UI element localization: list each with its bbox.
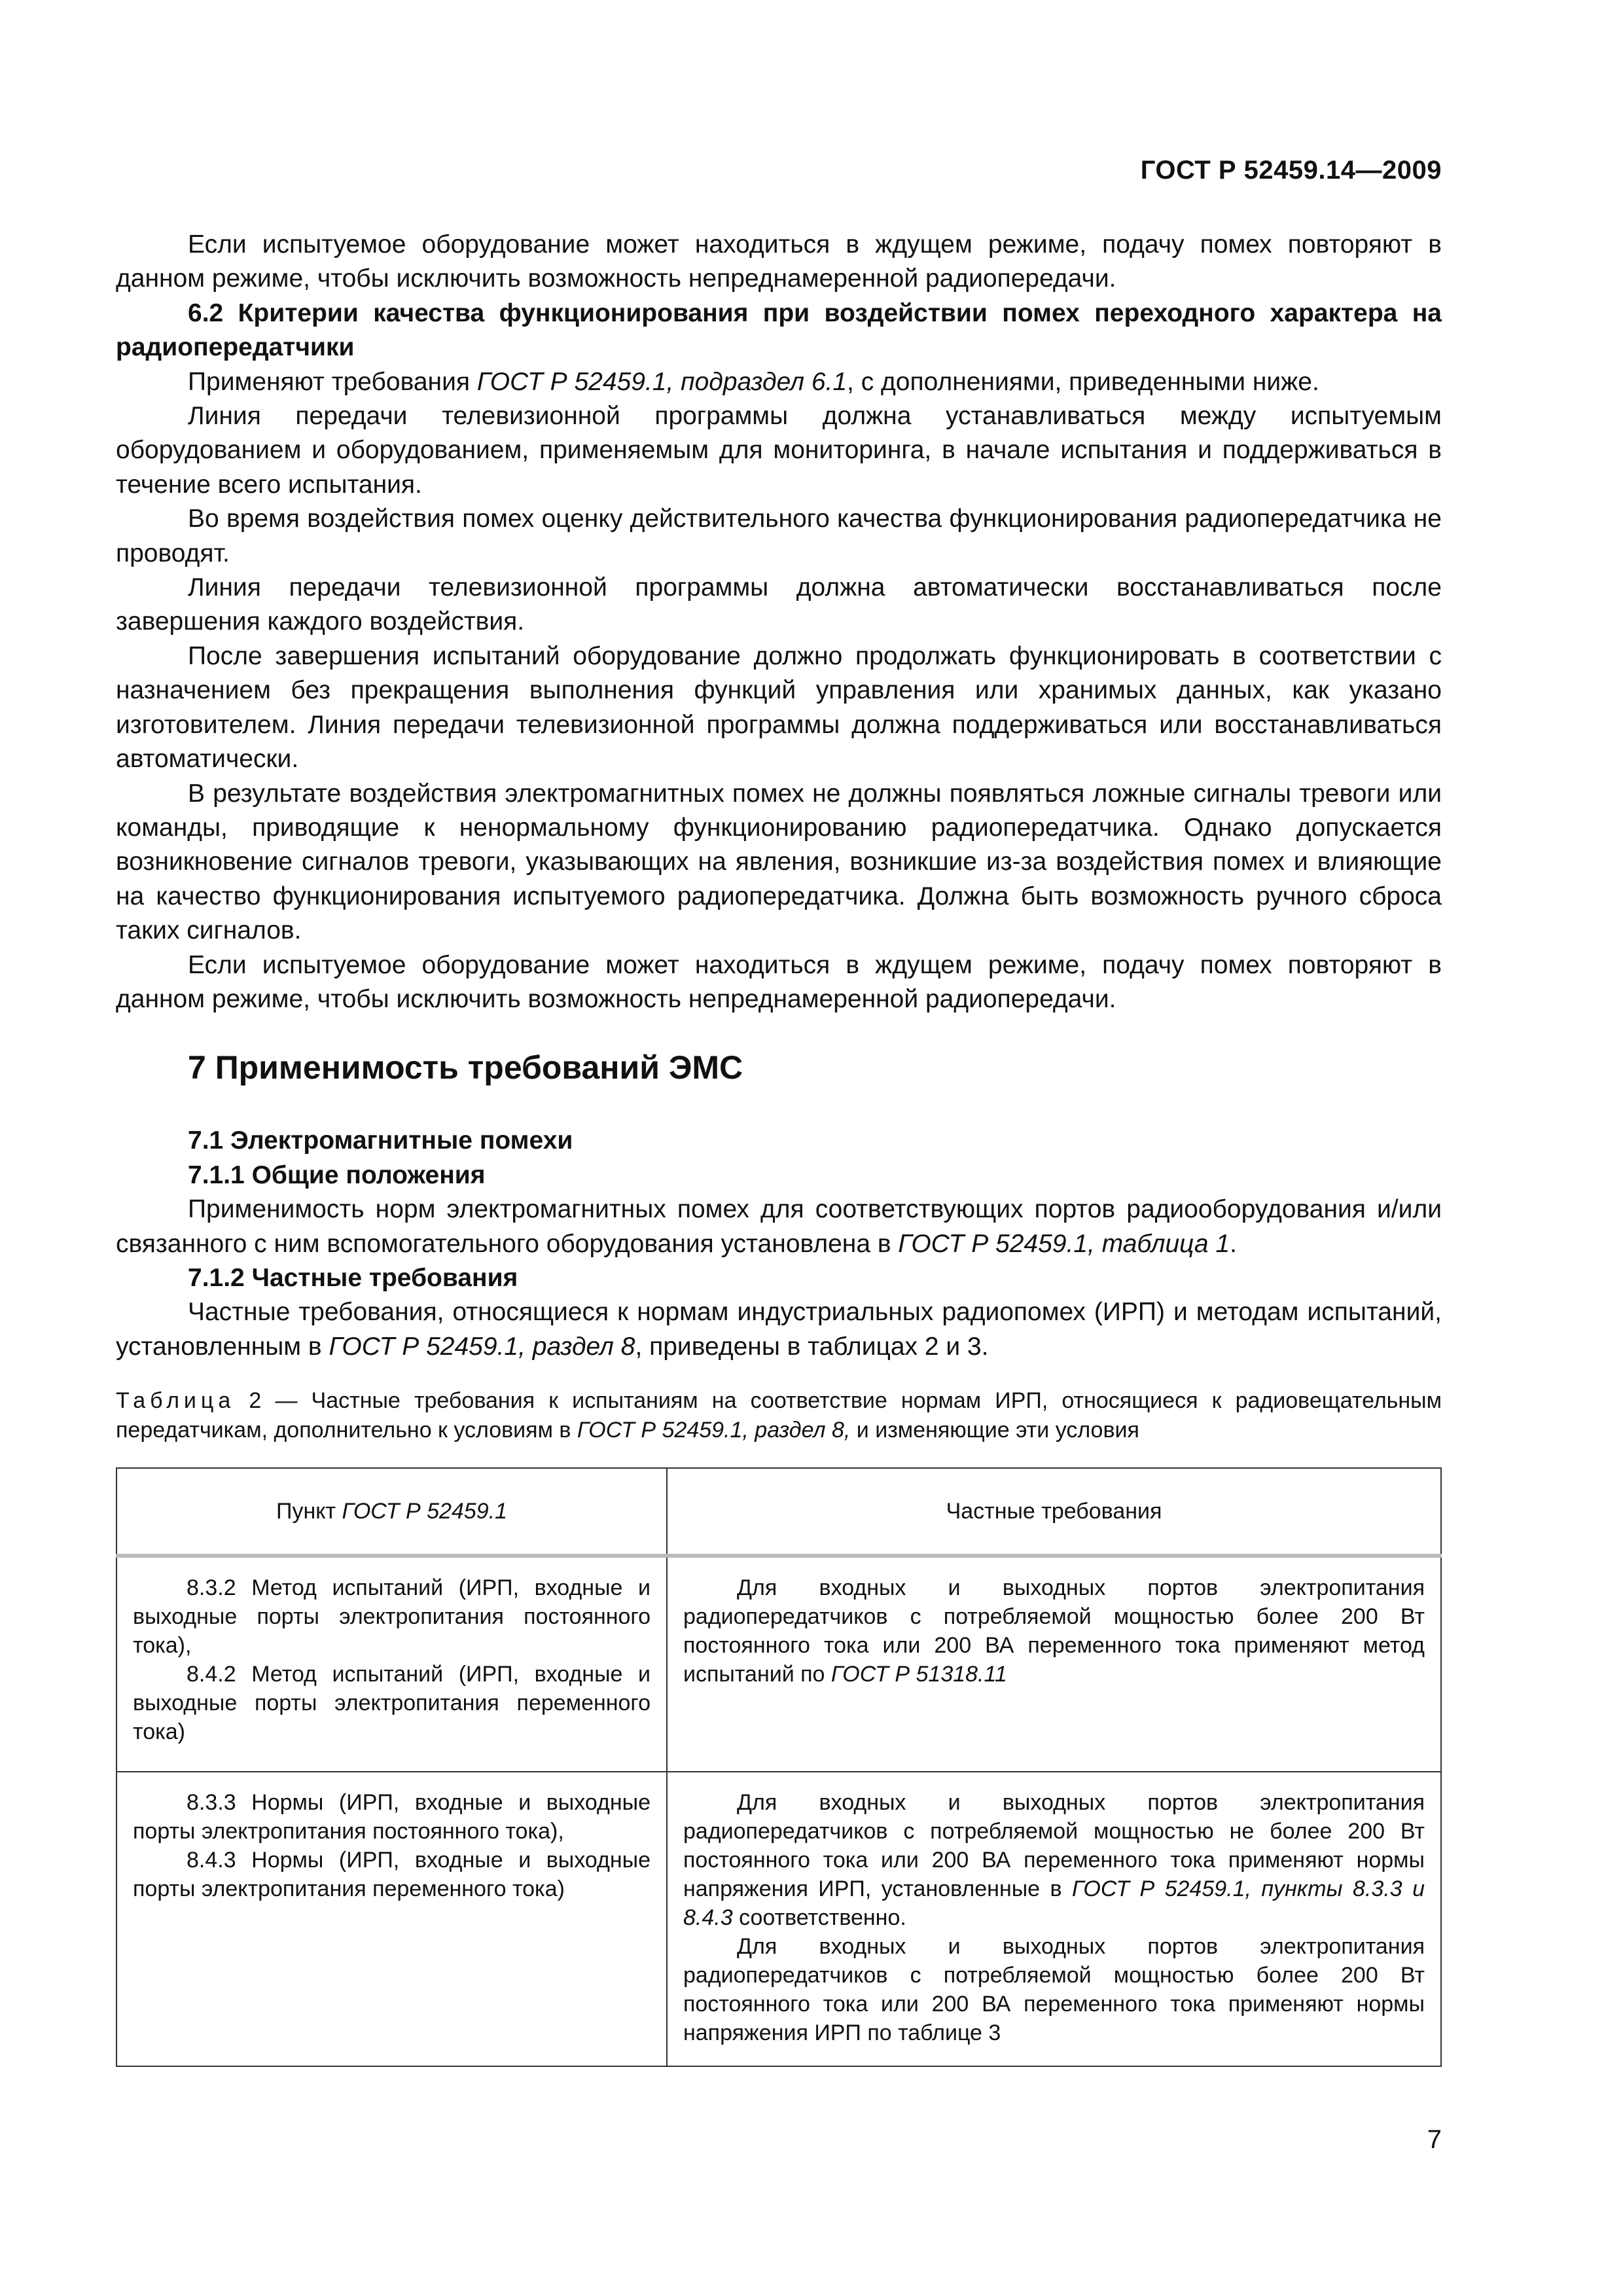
section-6-2-heading: 6.2 Критерии качества функционирования при воздействии помех переходного характера на радиопередатчики	[116, 298, 1442, 362]
paragraph: Линия передачи телевизионной программы должна устанавливаться между испытуемым оборудованием и оборудованием, применяемым для мониторинга, в начале испытания и поддерживаться в течение всего испытания.	[116, 402, 1442, 499]
paragraph: Частные требования, относящиеся к нормам индустриальных радиопомех (ИРП) и методам испытаний, установленным в ГОСТ Р 52459.1, раздел 8, приведены в таблицах 2 и 3.	[116, 1298, 1442, 1361]
paragraph: Линия передачи телевизионной программы должна автоматически восстанавливаться после завершения каждого воздействия.	[116, 573, 1442, 636]
column-header-requirements: Частные требования	[667, 1468, 1441, 1556]
standard-reference: ГОСТ Р 52459.1, раздел 8,	[577, 1418, 851, 1443]
section-7-1-1-heading: 7.1.1 Общие положения	[188, 1160, 486, 1189]
paragraph: Применяют требования ГОСТ Р 52459.1, подраздел 6.1, с дополнениями, приведенными ниже.	[188, 367, 1319, 396]
paragraph: Применимость норм электромагнитных помех для соответствующих портов радиооборудования и/или связанного с ним вспомогательного оборудования установлена в ГОСТ Р 52459.1, таблица 1.	[116, 1195, 1442, 1258]
table-row	[116, 1556, 1441, 1772]
table-row	[116, 1772, 1441, 2066]
paragraph: Во время воздействия помех оценку действительного качества функционирования радиопередатчика не проводят.	[116, 505, 1442, 567]
paragraph: Если испытуемое оборудование может находиться в ждущем режиме, подачу помех повторяют в данном режиме, чтобы исключить возможность непреднамеренной радиопередачи.	[116, 950, 1442, 1013]
paragraph: После завершения испытаний оборудование должно продолжать функционировать в соответствии с назначением без прекращения выполнения функций управления или хранимых данных, как указано изготовителем. Линия передачи телевизионной программы должна поддерживаться или восстанавливаться автоматически.	[116, 641, 1442, 774]
body-text	[116, 228, 1442, 1364]
table-cell: 8.3.3 Нормы (ИРП, входные и выходные порты электропитания постоянного тока), 8.4.3 Нормы (ИРП, входные и выходные порты электропитания переменного тока)	[116, 1772, 667, 2066]
section-7-1-2-heading: 7.1.2 Частные требования	[188, 1263, 518, 1292]
standard-reference: ГОСТ Р 52459.1, подраздел 6.1	[476, 367, 847, 396]
table-caption: Таблица 2 — Частные требования к испытаниям на соответствие нормам ИРП, относящиеся к радиовещательным передатчикам, дополнительно к условиям в ГОСТ Р 52459.1, раздел 8, и изменяющие эти условия	[116, 1388, 1442, 1443]
table-header-row	[116, 1468, 1441, 1556]
standard-reference: ГОСТ Р 52459.1, таблица 1	[898, 1229, 1230, 1258]
section-7-1-heading: 7.1 Электромагнитные помехи	[188, 1126, 573, 1155]
paragraph: В результате воздействия электромагнитных помех не должны появляться ложные сигналы тревоги или команды, приводящие к ненормальному функционированию радиопередатчика. Однако допускается возникновение сигналов тревоги, указывающих на явления, возникшие из-за воздействия помех и влияющие на качество функционирования испытуемого радиопередатчика. Должна быть возможность ручного сброса таких сигналов.	[116, 779, 1442, 945]
section-7-heading: 7 Применимость требований ЭМС	[188, 1049, 743, 1086]
standard-reference: ГОСТ Р 52459.1, раздел 8	[329, 1332, 635, 1361]
table-cell: Для входных и выходных портов электропитания радиопередатчиков с потребляемой мощностью более 200 Вт постоянного тока или 200 ВА переменного тока применяют метод испытаний по ГОСТ Р 51318.11	[667, 1556, 1441, 1772]
column-header-clause: Пункт ГОСТ Р 52459.1	[116, 1468, 667, 1556]
paragraph: Если испытуемое оборудование может находиться в ждущем режиме, подачу помех повторяют в данном режиме, чтобы исключить возможность непреднамеренной радиопередачи.	[116, 230, 1442, 293]
requirements-table	[116, 1467, 1442, 2067]
page-number: 7	[1427, 2125, 1442, 2154]
document-code: ГОСТ Р 52459.14—2009	[1140, 156, 1442, 185]
table-cell: 8.3.2 Метод испытаний (ИРП, входные и выходные порты электропитания постоянного тока), 8.4.2 Метод испытаний (ИРП, входные и выходные порты электропитания переменного тока)	[116, 1556, 667, 1772]
table-cell: Для входных и выходных портов электропитания радиопередатчиков с потребляемой мощностью не более 200 Вт постоянного тока или 200 ВА переменного тока применяют нормы напряжения ИРП, установленные в ГОСТ Р 52459.1, пункты 8.3.3 и 8.4.3 соответственно. Для входных и выходных портов электропитания радиопередатчиков с потребляемой мощностью более 200 Вт постоянного тока или 200 ВА переменного тока применяют нормы напряжения ИРП по таблице 3	[667, 1772, 1441, 2066]
